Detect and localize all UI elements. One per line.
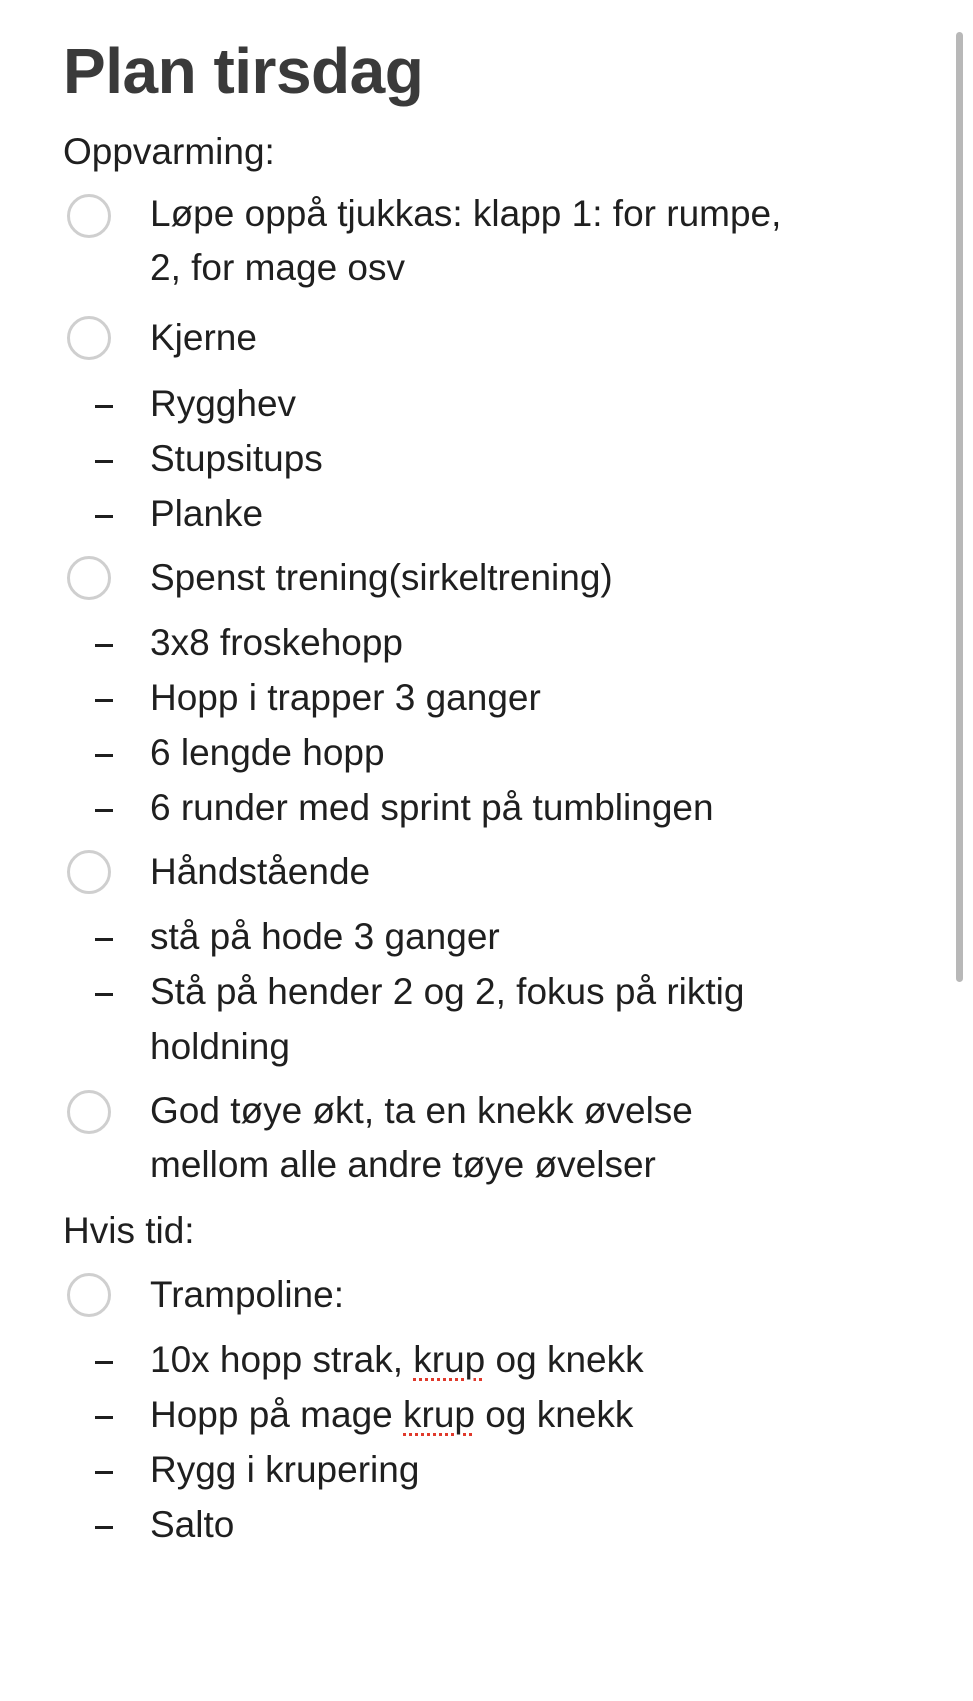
dash-bullet-icon bbox=[95, 460, 113, 463]
dash-bullet-icon bbox=[95, 1526, 113, 1529]
dash-list-item-text[interactable]: stå på hode 3 ganger bbox=[150, 916, 500, 957]
dash-bullet-icon bbox=[95, 515, 113, 518]
dash-bullet-icon bbox=[95, 1416, 113, 1419]
checkbox-circle-icon[interactable] bbox=[67, 316, 111, 360]
checklist-item-text[interactable]: God tøye økt, ta en knekk øvelse bbox=[150, 1090, 693, 1131]
dash-list-item-text[interactable]: 6 runder med sprint på tumblingen bbox=[150, 787, 714, 828]
checklist-item-text[interactable]: Spenst trening(sirkeltrening) bbox=[150, 557, 613, 598]
checklist-item-text[interactable]: Kjerne bbox=[150, 317, 257, 358]
checkbox-circle-icon[interactable] bbox=[67, 850, 111, 894]
dash-bullet-icon bbox=[95, 993, 113, 996]
checklist-item-text[interactable]: 2, for mage osv bbox=[150, 247, 406, 288]
text-segment: Hopp på mage bbox=[150, 1394, 404, 1435]
dash-list-item-text[interactable]: Stupsitups bbox=[150, 438, 323, 479]
dash-bullet-icon bbox=[95, 754, 113, 757]
checklist-item-text[interactable]: Trampoline: bbox=[150, 1274, 344, 1315]
dash-bullet-icon bbox=[95, 1361, 113, 1364]
note-title[interactable]: Plan tirsdag bbox=[63, 35, 424, 107]
dash-list-item-text[interactable]: Hopp i trapper 3 ganger bbox=[150, 677, 541, 718]
misspelled-word[interactable]: krup bbox=[413, 1339, 486, 1380]
dash-list-item-text[interactable] bbox=[150, 1332, 644, 1388]
misspelled-word[interactable]: krup bbox=[403, 1394, 475, 1435]
dash-list-item-text[interactable]: Rygg i krupering bbox=[150, 1449, 420, 1490]
text-segment: og knekk bbox=[485, 1339, 644, 1380]
dash-list-item-text[interactable] bbox=[150, 1387, 633, 1443]
dash-bullet-icon bbox=[95, 644, 113, 647]
checkbox-circle-icon[interactable] bbox=[67, 556, 111, 600]
dash-list-item-text[interactable]: 3x8 froskehopp bbox=[150, 622, 404, 663]
dash-bullet-icon bbox=[95, 405, 113, 408]
vertical-scrollbar[interactable] bbox=[956, 32, 963, 982]
dash-bullet-icon bbox=[95, 938, 113, 941]
section-heading-oppvarming[interactable]: Oppvarming: bbox=[63, 131, 275, 172]
checklist-item-text[interactable]: Løpe oppå tjukkas: klapp 1: for rumpe, bbox=[150, 193, 782, 234]
dash-bullet-icon bbox=[95, 809, 113, 812]
dash-list-item-text[interactable]: Salto bbox=[150, 1504, 235, 1545]
dash-list-item-text[interactable]: Rygghev bbox=[150, 383, 297, 424]
dash-list-item-text[interactable]: Stå på hender 2 og 2, fokus på riktig bbox=[150, 971, 745, 1012]
checkbox-circle-icon[interactable] bbox=[67, 1090, 111, 1134]
text-segment: 10x hopp strak, bbox=[150, 1339, 414, 1380]
checklist-item-text[interactable]: Håndstående bbox=[150, 851, 371, 892]
dash-list-item-text[interactable]: Planke bbox=[150, 493, 264, 534]
dash-bullet-icon bbox=[95, 699, 113, 702]
dash-list-item-text[interactable]: 6 lengde hopp bbox=[150, 732, 385, 773]
text-segment: og knekk bbox=[475, 1394, 634, 1435]
section-heading-hvis-tid[interactable]: Hvis tid: bbox=[63, 1210, 195, 1251]
dash-bullet-icon bbox=[95, 1471, 113, 1474]
dash-list-item-text[interactable]: holdning bbox=[150, 1026, 290, 1067]
checkbox-circle-icon[interactable] bbox=[67, 1273, 111, 1317]
checkbox-circle-icon[interactable] bbox=[67, 194, 111, 238]
checklist-item-text[interactable]: mellom alle andre tøye øvelser bbox=[150, 1144, 656, 1185]
